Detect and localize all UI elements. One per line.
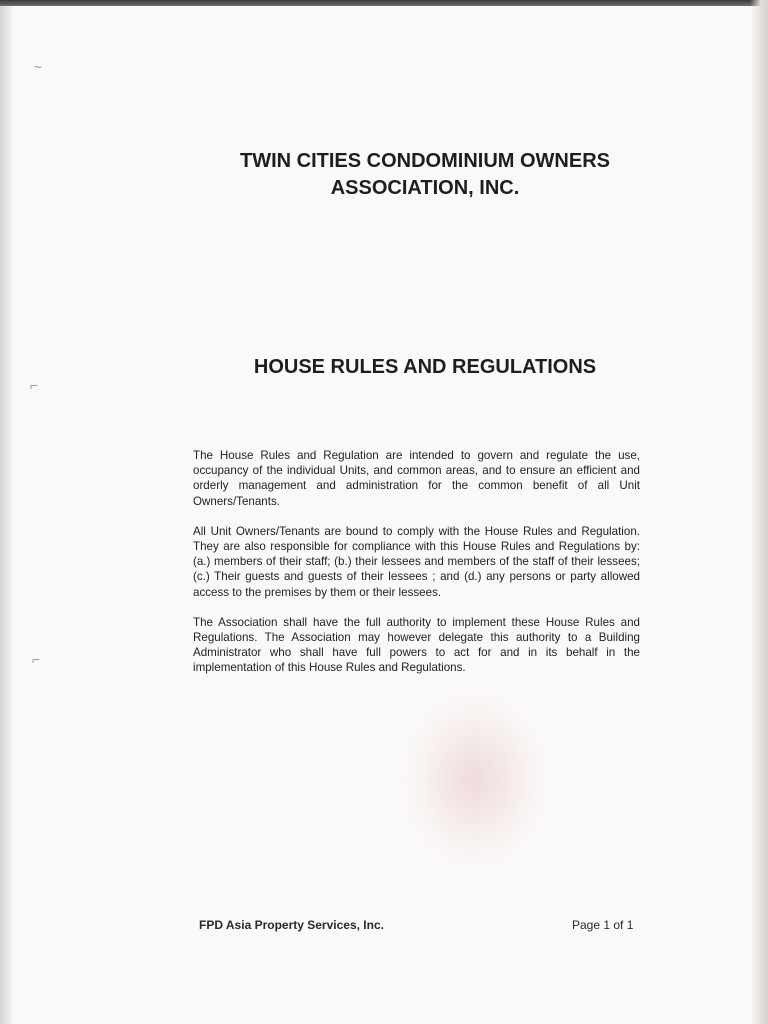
- pencil-mark: ⌐: [32, 651, 41, 667]
- scan-right-edge: [750, 0, 768, 1024]
- paragraph-authority: The Association shall have the full authority to implement these House Rules and Regulations. The Association may however delegate this authority to a Building Administrator who shall have full powers to act for and in its behalf in the implementation of this House Rules and Regulations.: [193, 615, 640, 675]
- document-title: HOUSE RULES AND REGULATIONS: [253, 356, 597, 378]
- paragraph-compliance: All Unit Owners/Tenants are bound to comply with the House Rules and Regulation. They are also responsible for compliance with this House Rules and Regulations by: (a.) members of their staff; (b.) their lessees and members of the staff of their lessees; (c.) Their guests and guests of their lessees ; and (d.) any persons or party allowed access to the premises by them or their lessees.: [193, 524, 640, 599]
- document-body: [193, 448, 640, 691]
- footer-page-number: Page 1 of 1: [572, 918, 634, 932]
- organization-title: [150, 148, 700, 202]
- scan-top-edge: [0, 0, 768, 6]
- paragraph-purpose: The House Rules and Regulation are intended to govern and regulate the use, occupancy of the individual Units, and common areas, and to ensure an efficient and orderly management and administration for the common benefit of all Unit Owners/Tenants.: [193, 449, 640, 508]
- organization-title-line1: TWIN CITIES CONDOMINIUM OWNERS: [240, 150, 610, 172]
- pencil-mark: ⌐: [30, 377, 39, 393]
- stain-mark: [400, 690, 550, 870]
- pencil-mark: ~: [34, 59, 43, 75]
- organization-title-line2: ASSOCIATION, INC.: [330, 177, 520, 199]
- footer-company: FPD Asia Property Services, Inc.: [199, 918, 384, 932]
- scan-left-shadow: [0, 6, 14, 1024]
